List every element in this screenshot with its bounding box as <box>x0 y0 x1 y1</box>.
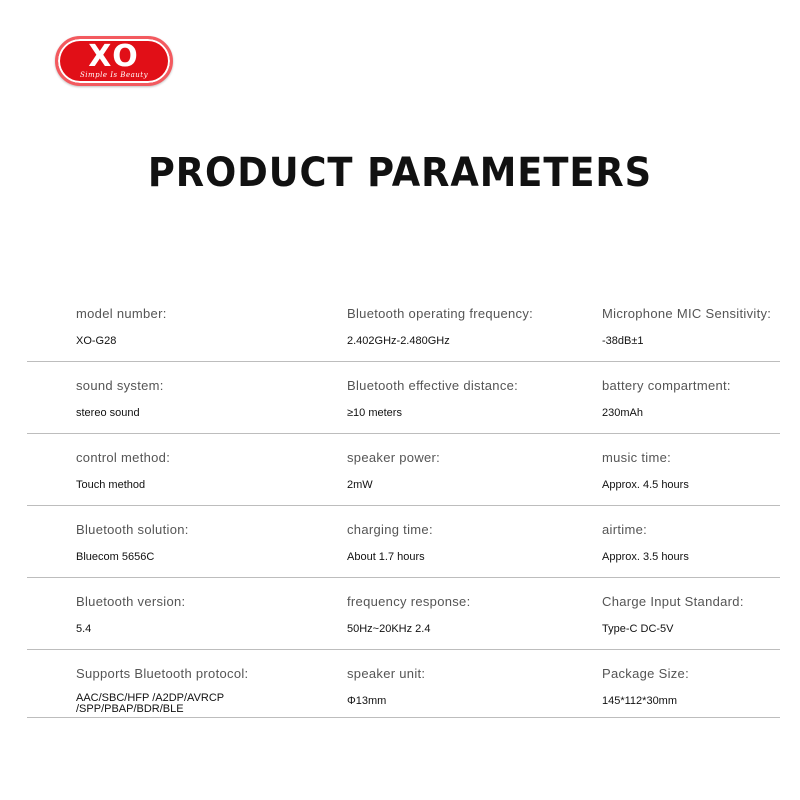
param-value: AAC/SBC/HFP /A2DP/AVRCP /SPP/PBAP/BDR/BLE <box>76 692 225 715</box>
param-value: ≥10 meters <box>347 407 402 419</box>
param-value: stereo sound <box>76 407 140 419</box>
param-label: airtime: <box>602 522 648 537</box>
param-cell <box>347 506 592 563</box>
param-label: Bluetooth solution: <box>76 522 189 537</box>
param-cell <box>347 434 592 491</box>
param-label: Charge Input Standard: <box>602 594 744 609</box>
param-value: 230mAh <box>602 407 643 419</box>
param-value: 2.402GHz-2.480GHz <box>347 335 450 347</box>
param-cell <box>602 434 780 491</box>
param-cell <box>76 434 336 491</box>
param-cell <box>602 506 780 563</box>
param-label: Microphone MIC Sensitivity: <box>602 306 772 321</box>
param-value: Bluecom 5656C <box>76 551 155 563</box>
param-value: 5.4 <box>76 623 92 635</box>
param-label: Bluetooth effective distance: <box>347 378 519 393</box>
param-cell <box>602 578 780 635</box>
param-value: 2mW <box>347 479 373 491</box>
brand-tagline: Simple Is Beauty <box>79 71 149 79</box>
table-row <box>27 650 780 718</box>
param-label: sound system: <box>76 378 164 393</box>
param-value: Approx. 4.5 hours <box>602 479 689 491</box>
param-cell <box>347 290 592 347</box>
param-label: control method: <box>76 450 171 465</box>
param-value: 50Hz~20KHz 2.4 <box>347 623 431 635</box>
param-cell <box>76 290 336 347</box>
param-cell <box>76 362 336 419</box>
param-cell <box>602 290 780 347</box>
param-label: speaker power: <box>347 450 441 465</box>
param-label: battery compartment: <box>602 378 731 393</box>
param-label: Supports Bluetooth protocol: <box>76 666 249 681</box>
param-value: Approx. 3.5 hours <box>602 551 689 563</box>
page-title: PRODUCT PARAMETERS <box>147 150 653 196</box>
parameters-table <box>27 290 780 718</box>
param-label: model number: <box>76 306 167 321</box>
param-label: speaker unit: <box>347 666 426 681</box>
param-value: XO-G28 <box>76 335 117 347</box>
table-row <box>27 362 780 434</box>
brand-mark: XO <box>88 39 140 74</box>
param-label: Bluetooth operating frequency: <box>347 306 534 321</box>
param-value: Touch method <box>76 479 146 491</box>
param-cell <box>347 362 592 419</box>
param-label: charging time: <box>347 522 433 537</box>
param-value: 145*112*30mm <box>602 695 678 707</box>
param-value: Type-C DC-5V <box>602 623 674 635</box>
param-value: -38dB±1 <box>602 335 644 347</box>
param-cell <box>76 506 336 563</box>
param-cell <box>602 650 780 707</box>
table-row <box>27 506 780 578</box>
table-row <box>27 578 780 650</box>
param-cell <box>76 578 336 635</box>
table-row <box>27 290 780 362</box>
param-value: About 1.7 hours <box>347 551 425 563</box>
param-cell <box>76 650 336 715</box>
brand-logo <box>55 36 173 86</box>
param-label: frequency response: <box>347 594 471 609</box>
param-cell <box>602 362 780 419</box>
param-label: Package Size: <box>602 666 690 681</box>
param-label: Bluetooth version: <box>76 594 186 609</box>
param-value: Φ13mm <box>347 695 387 707</box>
param-cell <box>347 578 592 635</box>
table-row <box>27 434 780 506</box>
param-label: music time: <box>602 450 672 465</box>
param-cell <box>347 650 592 707</box>
